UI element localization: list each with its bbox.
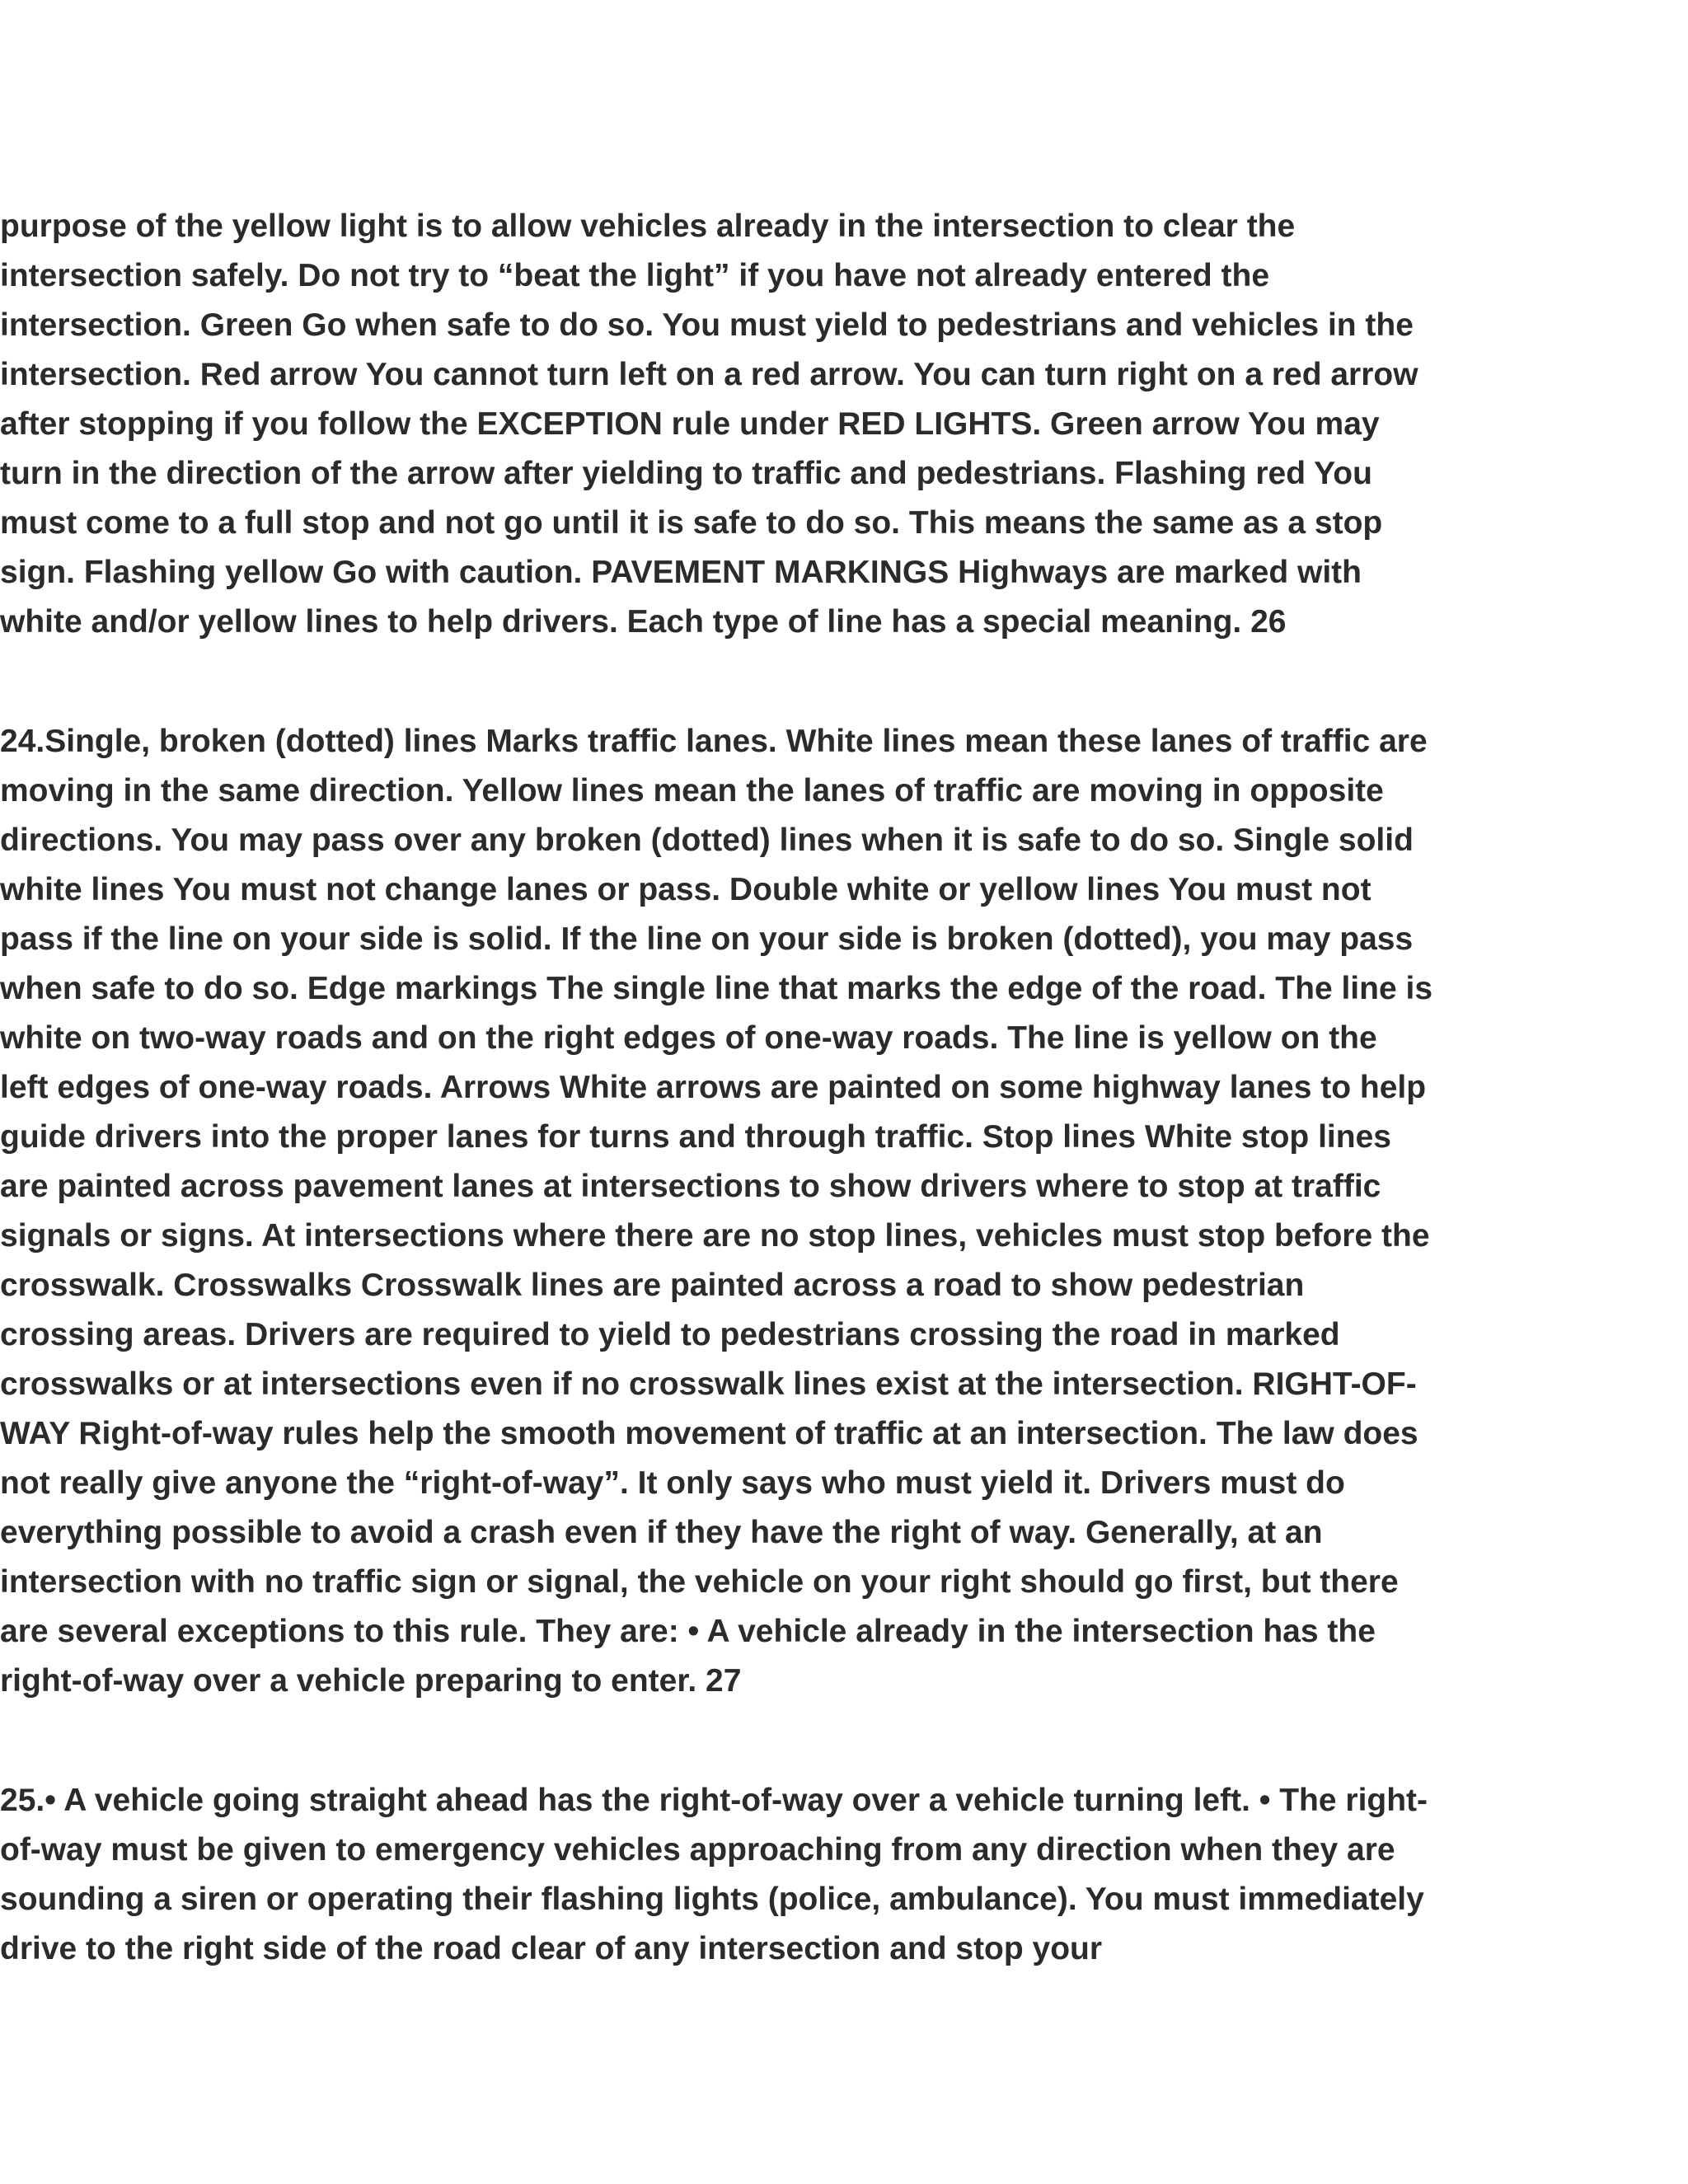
paragraph-lane-markings-and-right-of-way: 24.Single, broken (dotted) lines Marks traffic lanes. White lines mean these lanes of traffic are moving in the same direction. Yellow lines mean the lanes of traffic are moving in opposite directions. You may pass over any broken (dotted) lines when it is safe to do so. Single solid white lines You must not change lanes or pass. Double white or yellow lines You must not pass if the line on your side is solid. If the line on your side is broken (dotted), you may pass when safe to do so. Edge markings The single line that marks the edge of the road. The line is white on two-way roads and on the right edges of one-way roads. The line is yellow on the left edges of one-way roads. Arrows White arrows are painted on some highway lanes to help guide drivers into the proper lanes for turns and through traffic. Stop lines White stop lines are painted across pavement lanes at intersections to show drivers where to stop at traffic signals or signs. At intersections where there are no stop lines, vehicles must stop before the crosswalk. Crosswalks Crosswalk lines are painted across a road to show pedestrian crossing areas. Drivers are required to yield to pedestrians crossing the road in marked crosswalks or at intersections even if no crosswalk lines exist at the intersection. RIGHT-OF-WAY Right-of-way rules help the smooth movement of traffic at an intersection. The law does not really give anyone the “right-of-way”. It only says who must yield it. Drivers must do everything possible to avoid a crash even if they have the right of way. Generally, at an intersection with no traffic sign or signal, the vehicle on your right should go first, but there are several exceptions to this rule. They are: • A vehicle already in the intersection has the right-of-way over a vehicle preparing to enter. 27: [0, 724, 1433, 1699]
paragraph-yellow-light-and-pavement-markings: purpose of the yellow light is to allow vehicles already in the intersection to clear the intersection safely. Do not try to “beat the light” if you have not already entered the intersection. Green Go when safe to do so. You must yield to pedestrians and vehicles in the intersection. Red arrow You cannot turn left on a red arrow. You can turn right on a red arrow after stopping if you follow the EXCEPTION rule under RED LIGHTS. Green arrow You may turn in the direction of the arrow after yielding to traffic and pedestrians. Flashing red You must come to a full stop and not go until it is safe to do so. This means the same as a stop sign. Flashing yellow Go with caution. PAVEMENT MARKINGS Highways are marked with white and/or yellow lines to help drivers. Each type of line has a special meaning. 26: [0, 209, 1418, 640]
paragraph-right-of-way-exceptions: 25.• A vehicle going straight ahead has the right-of-way over a vehicle turning left. • The right-of-way must be given to emergency vehicles approaching from any direction when they are sounding a siren or operating their flashing lights (police, ambulance). You must immediately drive to the right side of the road clear of any intersection and stop your: [0, 1783, 1428, 1966]
